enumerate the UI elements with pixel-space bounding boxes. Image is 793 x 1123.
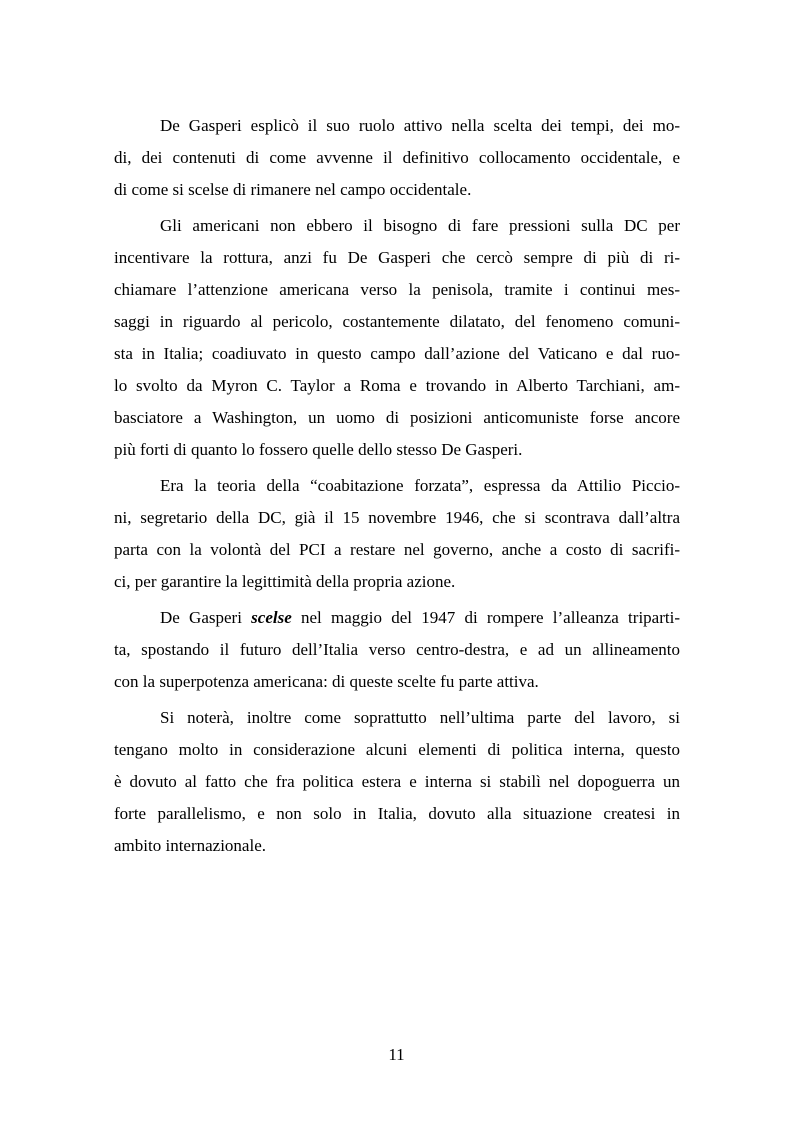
paragraph-line: De Gasperi esplicò il suo ruolo attivo nella scelta dei tempi, dei mo-: [160, 116, 680, 135]
paragraph-line: ni, segretario della DC, già il 15 novembre 1946, che si scontrava dall’altra: [114, 508, 680, 527]
body-text: [114, 113, 680, 865]
paragraph-4: [114, 605, 680, 701]
paragraph-line: è dovuto al fatto che fra politica estera e interna si stabilì nel dopoguerra un: [114, 772, 680, 791]
paragraph-line: Si noterà, inoltre come soprattutto nell’ultima parte del lavoro, si: [160, 708, 680, 727]
paragraph-1: [114, 113, 680, 209]
line-segment: nel maggio del 1947 di rompere l’alleanza triparti-: [291, 608, 680, 627]
paragraph-line: Gli americani non ebbero il bisogno di fare pressioni sulla DC per: [160, 216, 680, 235]
paragraph-line: ambito internazionale.: [114, 836, 266, 855]
paragraph-line: sta in Italia; coadiuvato in questo campo dall’azione del Vaticano e dal ruo-: [114, 344, 680, 363]
page-number: 11: [388, 1045, 405, 1064]
paragraph-line: Era la teoria della “coabitazione forzata”, espressa da Attilio Piccio-: [160, 476, 680, 495]
paragraph-line: con la superpotenza americana: di queste scelte fu parte attiva.: [114, 672, 539, 691]
paragraph-line: basciatore a Washington, un uomo di posizioni anticomuniste forse ancore: [114, 408, 680, 427]
paragraph-line: ci, per garantire la legittimità della propria azione.: [114, 572, 456, 591]
paragraph-line: saggi in riguardo al pericolo, costantemente dilatato, del fenomeno comuni-: [114, 312, 680, 331]
paragraph-line: chiamare l’attenzione americana verso la penisola, tramite i continui mes-: [114, 280, 680, 299]
paragraph-line: di, dei contenuti di come avvenne il definitivo collocamento occidentale, e: [114, 148, 680, 167]
paragraph-2: [114, 213, 680, 469]
paragraph-line: parta con la volontà del PCI a restare nel governo, anche a costo di sacrifi-: [114, 540, 680, 559]
paragraph-line: incentivare la rottura, anzi fu De Gasperi che cercò sempre di più di ri-: [114, 248, 680, 267]
emphasized-word: scelse: [251, 608, 292, 627]
paragraph-line: ta, spostando il futuro dell’Italia verso centro-destra, e ad un allineamento: [114, 640, 680, 659]
paragraph-line: più forti di quanto lo fossero quelle dello stesso De Gasperi.: [114, 440, 523, 459]
paragraph-5: [114, 705, 680, 865]
paragraph-line: di come si scelse di rimanere nel campo occidentale.: [114, 180, 472, 199]
paragraph-line: lo svolto da Myron C. Taylor a Roma e trovando in Alberto Tarchiani, am-: [114, 376, 680, 395]
line-segment: De Gasperi: [160, 608, 252, 627]
paragraph-line: forte parallelismo, e non solo in Italia, dovuto alla situazione createsi in: [114, 804, 680, 823]
paragraph-line: [114, 605, 680, 637]
paragraph-line: tengano molto in considerazione alcuni elementi di politica interna, questo: [114, 740, 680, 759]
paragraph-3: [114, 473, 680, 601]
